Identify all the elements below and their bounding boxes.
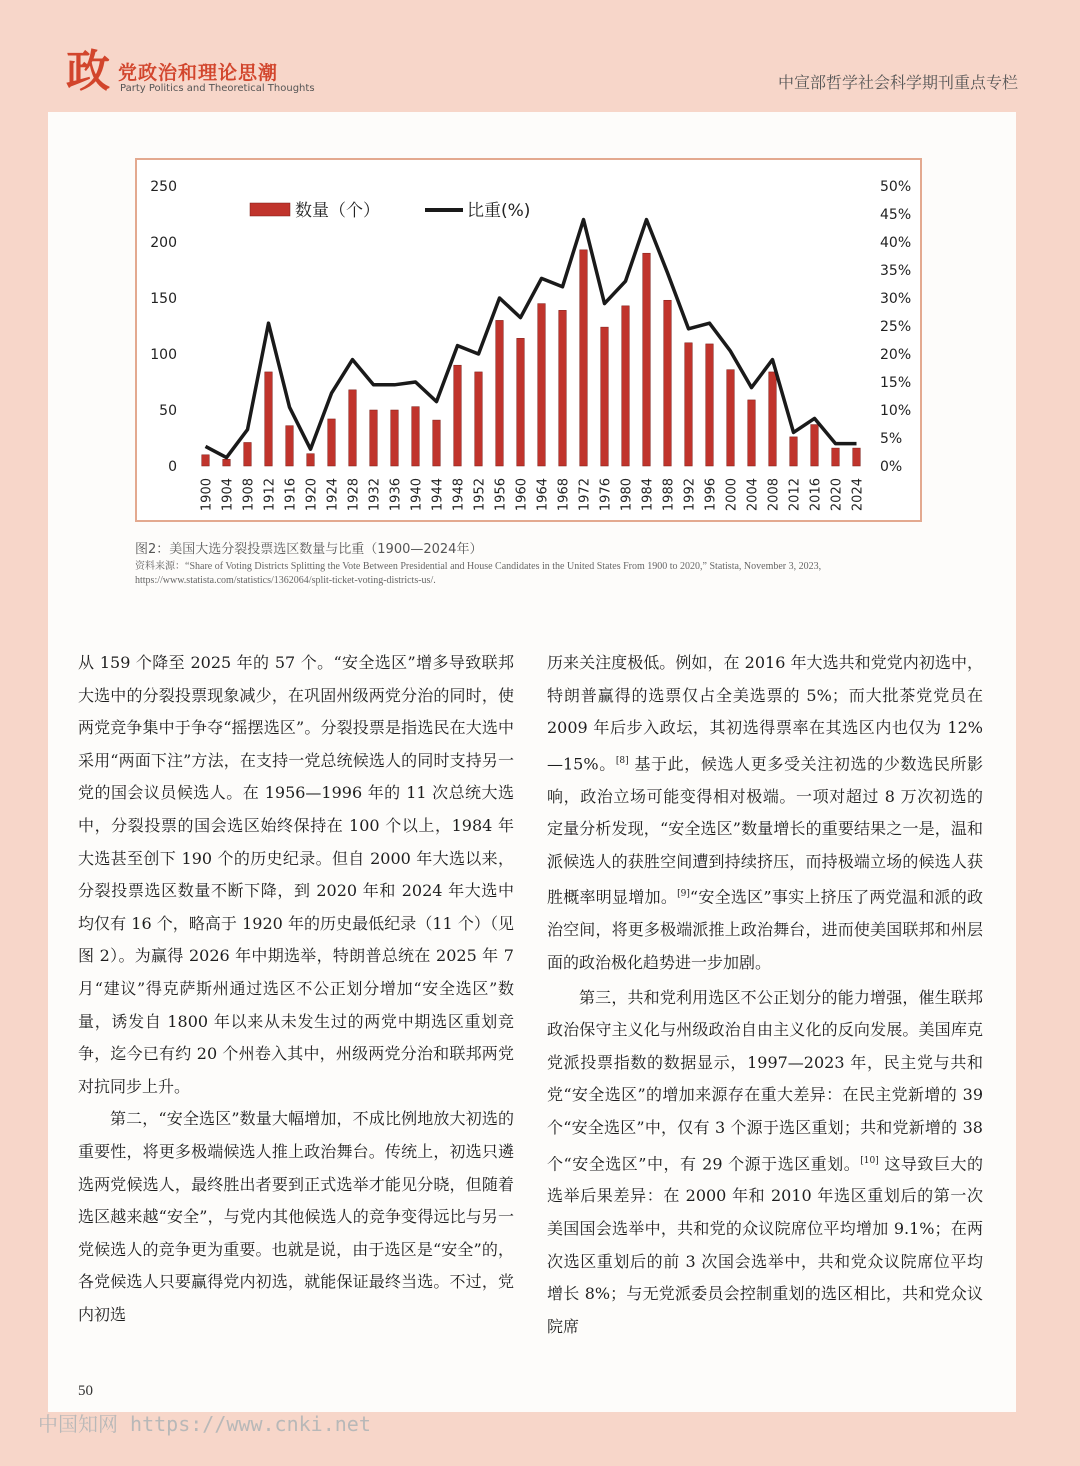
bar bbox=[832, 448, 840, 466]
x-tick-label: 1988 bbox=[661, 478, 677, 512]
paragraph bbox=[547, 647, 983, 980]
paragraph-text: 基于此，候选人更多受关注初选的少数选民所影响，政治立场可能变得相对极端。一项对超过 8 万次初选的定量分析发现，“安全选区”数量增长的重要结果之一是，温和派候选人的获胜空间遭到持续挤压，而持极端立场的候选人获胜概率明显增加。 bbox=[547, 754, 983, 907]
x-tick-label: 2004 bbox=[745, 478, 761, 512]
journal-section-title: 党政治和理论思潮 bbox=[118, 62, 279, 84]
bar bbox=[412, 407, 420, 466]
paragraph-text: 这导致巨大的选举后果差异：在 2000 年和 2010 年选区重划后的第一次美国国会选举中，共和党的众议院席位平均增加 9.1%；在两次选区重划后的前 3 次国会选举中，共和党众议院席位平均增长 8%；与无党派委员会控制重划的选区相比，共和党众议院席 bbox=[547, 1153, 983, 1336]
x-tick-label: 1944 bbox=[430, 478, 446, 512]
x-tick-label: 1996 bbox=[703, 478, 719, 512]
x-tick-label: 1904 bbox=[220, 478, 236, 512]
right-axis-tick-label: 25% bbox=[880, 319, 912, 335]
bar bbox=[643, 253, 651, 466]
x-tick-label: 1968 bbox=[556, 478, 572, 512]
bar bbox=[790, 437, 798, 466]
figure-caption: 图2：美国大选分裂投票选区数量与比重（1900—2024年） bbox=[135, 542, 483, 557]
x-tick-label: 1924 bbox=[325, 478, 341, 512]
x-tick-label: 1928 bbox=[346, 478, 362, 512]
x-tick-label: 1976 bbox=[598, 478, 614, 512]
paragraph: 从 159 个降至 2025 年的 57 个。“安全选区”增多导致联邦大选中的分裂投票现象减少，在巩固州级两党分治的同时，使两党竞争集中于争夺“摇摆选区”。分裂投票是指选民在大选中采用“两面下注”方法，在支持一党总统候选人的同时支持另一党的国会议员候选人。在 1956—1996 年的 11 次总统大选中，分裂投票的国会选区始终保持在 100 个以上，1984 年大选甚至创下 190 个的历史纪录。但自 2000 年大选以来，分裂投票选区数量不断下降，到 2020 年和 2024 年大选中均仅有 16 个，略高于 1920 年的历史最低纪录（11 个）（见图 2）。为赢得 2026 年中期选举，特朗普总统在 2025 年 7 月“建议”得克萨斯州通过选区不公正划分增加“安全选区”数量，诱发自 1800 年以来从未发生过的两党中期选区重划竞争，迄今已有约 20 个州卷入其中，州级两党分治和联邦两党对抗同步上升。 bbox=[78, 653, 514, 1096]
footnote-ref[interactable]: [9] bbox=[677, 889, 690, 900]
x-tick-label: 1964 bbox=[535, 478, 551, 512]
page-header bbox=[0, 0, 1080, 112]
x-tick-label: 1932 bbox=[367, 478, 383, 512]
right-axis-tick-label: 40% bbox=[880, 235, 912, 251]
bar bbox=[433, 420, 441, 466]
bar bbox=[706, 344, 714, 466]
bar bbox=[496, 320, 504, 466]
x-tick-label: 1992 bbox=[682, 478, 698, 512]
x-tick-label: 1952 bbox=[472, 478, 488, 512]
figure-source: 资料来源：“Share of Voting Districts Splitting the Vote Between Presidential and House Candidates in the United States From 1900 to 2020,” Statista, November 3, 2023, https://www.statista.com/statistics/1362064/split-ticket-voting-districts-us/. bbox=[135, 561, 822, 586]
bar bbox=[664, 300, 672, 466]
bar bbox=[202, 455, 210, 466]
x-tick-label: 1920 bbox=[304, 478, 320, 512]
bar bbox=[811, 425, 819, 466]
x-tick-label: 1956 bbox=[493, 478, 509, 512]
right-axis-tick-label: 5% bbox=[880, 431, 903, 447]
x-tick-label: 2000 bbox=[724, 478, 740, 512]
body-column-left bbox=[78, 647, 514, 1331]
legend-bar-swatch bbox=[250, 203, 290, 216]
right-axis-tick-label: 35% bbox=[880, 263, 912, 279]
x-tick-label: 1912 bbox=[262, 478, 278, 512]
left-axis-tick-label: 150 bbox=[150, 291, 177, 307]
left-axis-tick-label: 200 bbox=[150, 235, 177, 251]
page-number: 50 bbox=[78, 1383, 93, 1399]
paragraph: 第二，“安全选区”数量大幅增加，不成比例地放大初选的重要性，将更多极端候选人推上政治舞台。传统上，初选只遴选两党候选人，最终胜出者要到正式选举才能见分晓，但随着选区越来越“安全”，与党内其他候选人的竞争变得远比与另一党候选人的竞争更为重要。也就是说，由于选区是“安全”的，各党候选人只要赢得党内初选，就能保证最终当选。不过，党内初选 bbox=[78, 1109, 514, 1324]
bar bbox=[223, 459, 231, 466]
bar bbox=[265, 372, 273, 466]
legend-label: 数量（个） bbox=[295, 201, 380, 221]
x-tick-label: 1980 bbox=[619, 478, 635, 512]
bar bbox=[622, 306, 630, 466]
left-axis-tick-label: 250 bbox=[150, 179, 177, 195]
x-tick-label: 1984 bbox=[640, 478, 656, 512]
cnki-watermark: 中国知网 https://www.cnki.net bbox=[38, 1412, 371, 1436]
bar bbox=[559, 310, 567, 466]
bar bbox=[580, 250, 588, 466]
bar bbox=[391, 410, 399, 466]
left-axis-tick-label: 50 bbox=[159, 403, 177, 419]
right-axis-tick-label: 30% bbox=[880, 291, 912, 307]
footnote-ref[interactable]: [10] bbox=[860, 1155, 879, 1166]
legend-label: 比重(%) bbox=[467, 201, 531, 221]
right-axis-tick-label: 20% bbox=[880, 347, 912, 363]
bar bbox=[538, 304, 546, 466]
bar bbox=[601, 327, 609, 466]
x-tick-label: 1940 bbox=[409, 478, 425, 512]
bar bbox=[727, 370, 735, 466]
x-tick-label: 2012 bbox=[787, 478, 803, 512]
x-tick-label: 1936 bbox=[388, 478, 404, 512]
bar bbox=[307, 454, 315, 466]
paragraph-text: 历来关注度极低。例如，在 2016 年大选共和党党内初选中，特朗普赢得的选票仅占全美选票的 5%；而大批茶党党员在 2009 年后步入政坛，其初选得票率在其选区内也仅为 12%—15%。 bbox=[547, 653, 983, 774]
x-tick-label: 1972 bbox=[577, 478, 593, 512]
bar bbox=[349, 390, 357, 466]
bar bbox=[748, 400, 756, 466]
column-label: 中宣部哲学社会科学期刊重点专栏 bbox=[777, 73, 1018, 92]
paragraph-text: 第三，共和党利用选区不公正划分的能力增强，催生联邦政治保守主义化与州级政治自由主义化的反向发展。美国库克党派投票指数的数据显示，1997—2023 年，民主党与共和党“安全选区”的增加来源存在重大差异：在民主党新增的 39 个“安全选区”中，仅有 3 个源于选区重划；共和党新增的 38 个“安全选区”中，有 29 个源于选区重划。 bbox=[547, 987, 983, 1173]
x-tick-label: 1900 bbox=[199, 478, 215, 512]
right-axis-tick-label: 50% bbox=[880, 179, 912, 195]
left-axis-tick-label: 100 bbox=[150, 347, 177, 363]
bar bbox=[328, 419, 336, 466]
x-tick-label: 1960 bbox=[514, 478, 530, 512]
left-axis-tick-label: 0 bbox=[168, 459, 177, 475]
figure-chart bbox=[135, 158, 922, 522]
x-tick-label: 2016 bbox=[808, 478, 824, 512]
bar-line-chart bbox=[137, 160, 924, 524]
bar bbox=[769, 372, 777, 466]
bar bbox=[244, 442, 252, 466]
bar bbox=[517, 338, 525, 466]
paragraph-text: “安全选区”事实上挤压了两党温和派的政治空间，将更多极端派推上政治舞台，进而使美国联邦和州层面的政治极化趋势进一步加剧。 bbox=[547, 887, 983, 972]
right-axis-tick-label: 45% bbox=[880, 207, 912, 223]
bar bbox=[370, 410, 378, 466]
footnote-ref[interactable]: [8] bbox=[615, 755, 629, 766]
bar bbox=[475, 372, 483, 466]
line-series bbox=[206, 220, 857, 458]
bar bbox=[286, 426, 294, 466]
x-tick-label: 2024 bbox=[850, 478, 866, 512]
right-axis-tick-label: 15% bbox=[880, 375, 912, 391]
body-column-right bbox=[547, 647, 983, 1343]
x-tick-label: 1948 bbox=[451, 478, 467, 512]
bar bbox=[685, 343, 693, 466]
right-axis-tick-label: 10% bbox=[880, 403, 912, 419]
bar bbox=[454, 365, 462, 466]
x-tick-label: 1916 bbox=[283, 478, 299, 512]
journal-section-subtitle: Party Politics and Theoretical Thoughts bbox=[120, 83, 315, 94]
bar bbox=[853, 448, 861, 466]
paragraph bbox=[547, 982, 983, 1344]
x-tick-label: 2020 bbox=[829, 478, 845, 512]
x-tick-label: 2008 bbox=[766, 478, 782, 512]
journal-logo-glyph: 政 bbox=[66, 46, 110, 97]
x-tick-label: 1908 bbox=[241, 478, 257, 512]
right-axis-tick-label: 0% bbox=[880, 459, 903, 475]
